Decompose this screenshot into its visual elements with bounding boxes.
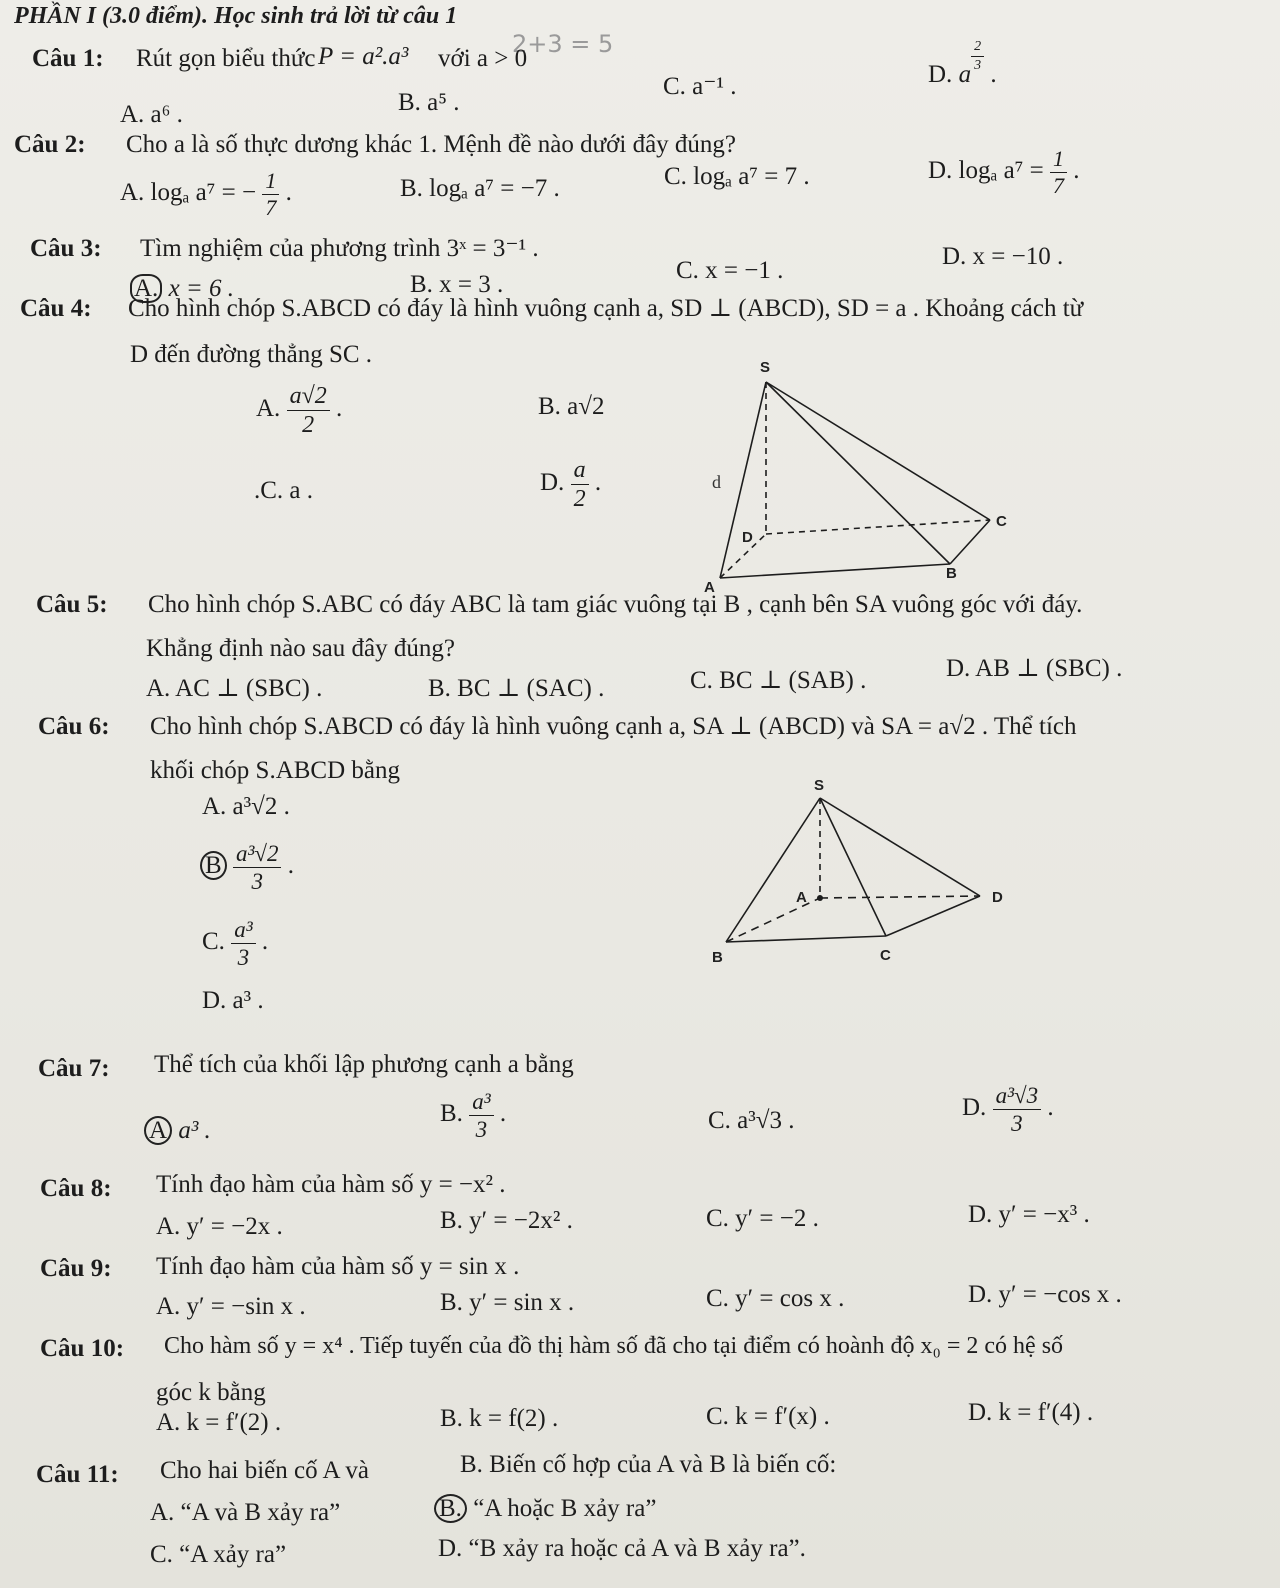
q11-option-b-value: “A hoặc B xảy ra”	[473, 1495, 657, 1522]
q6-point-b: B	[712, 949, 723, 966]
q6-option-a: A. a³√2 .	[202, 793, 290, 820]
q1-option-d-exp-den: 3	[974, 58, 982, 73]
q7-option-a-letter: A	[144, 1116, 172, 1145]
q10-option-a: A. k = f′(2) .	[156, 1409, 282, 1436]
q10-text: Cho hàm số y = x⁴ . Tiếp tuyến của đồ thị hàm số đã cho tại điểm có hoành độ x₀ = 2 có hệ số	[164, 1333, 1064, 1359]
edge-sb	[766, 382, 950, 564]
q5-option-a: A. AC ⊥ (SBC) .	[146, 675, 323, 702]
q4-label: Câu 4:	[20, 295, 92, 322]
q5-text: Cho hình chóp S.ABC có đáy ABC là tam giác vuông tại B , cạnh bên SA vuông góc với đáy.	[148, 591, 1083, 618]
edge-sb	[726, 798, 820, 942]
q6-option-c-num: a³	[231, 918, 255, 944]
section-header: PHẦN I (3.0 điểm). Học sinh trả lời từ câu 1	[14, 3, 458, 29]
q8-label: Câu 8:	[40, 1175, 112, 1202]
q2-option-d-den: 7	[1053, 173, 1064, 198]
q10-text-2: góc k bằng	[156, 1379, 266, 1406]
q3-label: Câu 3:	[30, 235, 102, 262]
q6-option-b: B $\frac{\text{a³√2}}{3}$ .	[200, 842, 294, 893]
q5-label: Câu 5:	[36, 591, 108, 618]
q9-option-c: C. y′ = cos x .	[706, 1285, 845, 1312]
q2-option-a-num: 1	[262, 170, 279, 195]
edge-sc	[766, 382, 990, 520]
q5-option-b: B. BC ⊥ (SAC) .	[428, 675, 605, 702]
q4-text: Cho hình chóp S.ABCD có đáy là hình vuông cạnh a, SD ⊥ (ABCD), SD = a . Khoảng cách từ	[128, 295, 1084, 322]
q2-option-a-expr: A. logₐ a⁷ = −	[120, 179, 257, 207]
q11-option-a: A. “A và B xảy ra”	[150, 1499, 341, 1526]
edge-bc	[726, 936, 886, 942]
q11-text-b: B. Biến cố hợp của A và B là biến cố:	[460, 1451, 837, 1478]
q4-option-d-den: 2	[573, 486, 586, 512]
q7-option-c: C. a³√3 .	[708, 1107, 795, 1134]
q3-option-b: B. x = 3 .	[410, 271, 504, 298]
q1-option-d-exp-num: 2	[971, 40, 984, 57]
q2-option-d: D. logₐ a⁷ = $\frac{1}{7}$ .	[928, 146, 1080, 198]
q7-option-d-den: 3	[1011, 1111, 1023, 1136]
q1-expression: P = a².a³	[318, 43, 409, 70]
q2-option-d-expr: D. logₐ a⁷ =	[928, 157, 1044, 185]
q7-option-a-value: a³ .	[178, 1117, 211, 1144]
q11-label: Câu 11:	[36, 1461, 119, 1488]
q4-option-c: .C. a .	[254, 477, 314, 504]
q6-point-a: A	[796, 889, 807, 906]
q4-pyramid-figure	[690, 356, 1030, 596]
q10-option-d: D. k = f′(4) .	[968, 1399, 1094, 1426]
q4-point-a: A	[704, 579, 715, 596]
q9-label: Câu 9:	[40, 1255, 112, 1282]
q4-point-s: S	[760, 359, 771, 376]
q2-text: Cho a là số thực dương khác 1. Mệnh đề nào dưới đây đúng?	[126, 131, 737, 158]
q4-option-a-den: 2	[302, 412, 315, 438]
q6-option-c-den: 3	[237, 945, 250, 970]
q9-option-b: B. y′ = sin x .	[440, 1289, 575, 1316]
q3-option-c: C. x = −1 .	[676, 257, 784, 284]
q3-text: Tìm nghiệm của phương trình 3ˣ = 3⁻¹ .	[140, 235, 539, 262]
q9-text: Tính đạo hàm của hàm số y = sin x .	[156, 1253, 520, 1280]
q1-option-b: B. a⁵ .	[398, 89, 460, 116]
q10-option-c: C. k = f′(x) .	[706, 1403, 830, 1430]
q8-option-c: C. y′ = −2 .	[706, 1205, 819, 1232]
q7-option-d-num: a³√3	[993, 1084, 1042, 1110]
q4-point-c: C	[996, 513, 1007, 530]
q9-option-a: A. y′ = −sin x .	[156, 1293, 306, 1320]
q5-option-c: C. BC ⊥ (SAB) .	[690, 667, 867, 694]
q6-option-b-den: 3	[251, 869, 263, 894]
q1-condition: với a > 0	[438, 45, 528, 72]
q1-label: Câu 1:	[32, 45, 104, 72]
q4-option-a-num: a√2	[287, 384, 330, 411]
q2-option-d-num: 1	[1050, 148, 1067, 173]
q10-label: Câu 10:	[40, 1335, 125, 1362]
q7-option-a	[144, 1116, 211, 1145]
q11-option-b	[434, 1494, 656, 1523]
q3-option-d: D. x = −10 .	[942, 243, 1064, 270]
q4-mark: d	[712, 472, 721, 492]
edge-bc	[950, 520, 990, 564]
handwritten-note: 2+3 = 5	[512, 30, 614, 58]
q7-label: Câu 7:	[38, 1055, 110, 1082]
q9-option-d: D. y′ = −cos x .	[968, 1281, 1122, 1308]
q3-option-a-letter: A.	[130, 274, 162, 303]
q7-option-b-num: a³	[469, 1090, 493, 1116]
q2-option-a-den: 7	[265, 195, 277, 220]
q6-option-b-letter: B	[200, 851, 227, 880]
q4-option-d-num: a	[571, 458, 589, 485]
q4-point-b: B	[946, 565, 957, 582]
q1-option-d-base: a	[958, 61, 972, 88]
q6-option-c: C. $\frac{\text{a³}}{3}$ .	[202, 917, 269, 970]
q6-point-a-dot	[817, 895, 823, 901]
q6-option-d: D. a³ .	[202, 987, 264, 1014]
q6-text: Cho hình chóp S.ABCD có đáy là hình vuông cạnh a, SA ⊥ (ABCD) và SA = a√2 . Thể tích	[150, 713, 1077, 740]
q1-option-c: C. a⁻¹ .	[663, 73, 737, 100]
q8-option-d: D. y′ = −x³ .	[968, 1201, 1090, 1228]
edge-ab	[720, 564, 950, 578]
q3-option-a-value: x = 6 .	[168, 275, 235, 302]
q11-option-b-letter: B.	[434, 1494, 467, 1523]
q7-option-b: B. $\frac{\text{a³}}{3}$ .	[440, 1089, 507, 1142]
q11-option-d: D. “B xảy ra hoặc cả A và B xảy ra”.	[438, 1535, 806, 1562]
q1-option-a: A. a⁶ .	[120, 101, 183, 128]
q4-option-d-letter: D.	[540, 469, 565, 497]
q6-text-2: khối chóp S.ABCD bằng	[150, 757, 400, 784]
q11-option-c: C. “A xảy ra”	[150, 1541, 287, 1568]
edge-dc	[766, 520, 990, 534]
q6-label: Câu 6:	[38, 713, 110, 740]
q7-option-d: D. $\frac{\text{a³√3}}{3}$ .	[962, 1083, 1054, 1136]
q4-option-a-letter: A.	[256, 395, 281, 423]
q8-text: Tính đạo hàm của hàm số y = −x² .	[156, 1171, 506, 1198]
q2-label: Câu 2:	[14, 131, 86, 158]
q11-text: Cho hai biến cố A và	[160, 1457, 369, 1484]
q4-option-d: D. $\frac{a}{2}$ .	[540, 457, 602, 512]
q6-option-c-letter: C.	[202, 928, 225, 956]
q7-option-d-letter: D.	[962, 1094, 987, 1122]
q6-option-b-num: a³√2	[233, 842, 282, 868]
q2-option-b: B. logₐ a⁷ = −7 .	[400, 175, 560, 202]
q6-pyramid-figure	[700, 776, 1030, 966]
q4-option-b: B. a√2	[538, 393, 605, 420]
q8-option-a: A. y′ = −2x .	[156, 1213, 283, 1240]
q2-option-c: C. logₐ a⁷ = 7 .	[664, 163, 810, 190]
q5-text-2: Khẳng định nào sau đây đúng?	[146, 635, 455, 662]
q7-option-b-letter: B.	[440, 1100, 463, 1128]
q10-option-b: B. k = f(2) .	[440, 1405, 559, 1432]
edge-ad	[820, 896, 980, 898]
q5-option-d: D. AB ⊥ (SBC) .	[946, 655, 1123, 682]
q4-text-2: D đến đường thẳng SC .	[130, 341, 373, 368]
q4-option-a: A. $\frac{a√2}{2}$ .	[256, 383, 343, 438]
q8-option-b: B. y′ = −2x² .	[440, 1207, 573, 1234]
q1-option-d-letter: D.	[928, 61, 953, 88]
q6-point-s: S	[814, 777, 825, 794]
q1-text: Rút gọn biểu thức	[136, 45, 316, 72]
q4-point-d: D	[742, 529, 753, 546]
q6-point-d: D	[992, 889, 1003, 906]
q7-text: Thể tích của khối lập phương cạnh a bằng	[154, 1051, 574, 1078]
edge-sa	[720, 382, 766, 578]
q2-option-a: A. logₐ a⁷ = − $\frac{1}{7}$ .	[120, 168, 292, 220]
q6-point-c: C	[880, 947, 891, 964]
edge-cd	[886, 896, 980, 936]
q7-option-b-den: 3	[475, 1117, 488, 1142]
q1-option-d: D. a $\frac{2}{3}$ .	[928, 39, 997, 88]
